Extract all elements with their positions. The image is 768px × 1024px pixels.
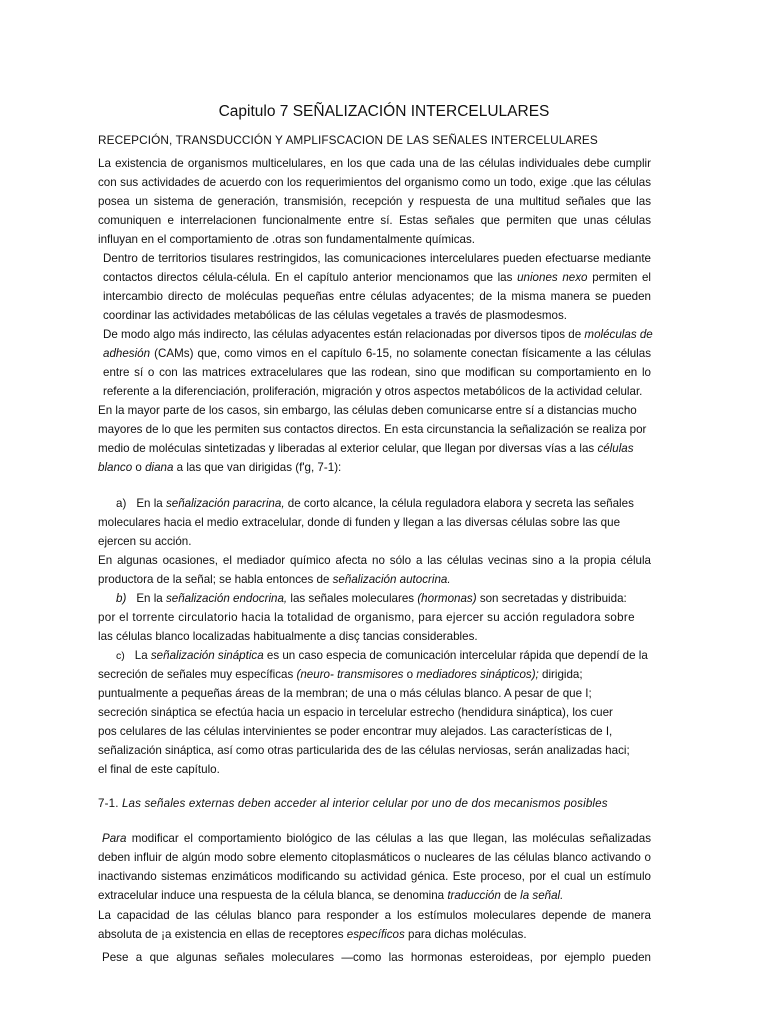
text-line: con sus actividades de acuerdo con los requerimientos del organismo como un todo, exige .que las células xyxy=(98,176,651,189)
text-line xyxy=(103,344,651,363)
text-line: posea un sistema de generación, transmisión, recepción y respuesta de una multitud señales que las xyxy=(98,195,651,208)
text-line: coordinar las actividades metabólicas de las células vegetales a través de plasmodesmos. xyxy=(103,309,567,322)
text-line xyxy=(98,439,634,458)
text-line: el final de este capítulo. xyxy=(98,763,220,776)
text-run: para dichas moléculas. xyxy=(404,928,527,941)
paragraph-adhesion xyxy=(103,325,651,401)
text-line xyxy=(98,570,651,589)
text-run: o xyxy=(403,668,417,681)
text-line: Dentro de territorios tisulares restringidos, las comunicaciones intercelulares pueden efectuarse mediante xyxy=(103,252,651,265)
text-line xyxy=(98,589,628,608)
text-line xyxy=(98,646,651,665)
list-item-endocrine xyxy=(98,589,635,646)
text-line: En la mayor parte de los casos, sin embargo, las células deben comunicarse entre sí a distancias mucho xyxy=(98,404,637,417)
emphasis-term: (hormonas) xyxy=(417,592,477,605)
list-marker: c) xyxy=(116,650,125,662)
emphasis-term: uniones nexo xyxy=(517,271,588,284)
text-run: modificar el comportamiento biológico de las células a las que llegan, las moléculas señalizadas xyxy=(126,832,651,845)
text-run: de corto alcance, la célula reguladora elabora y secreta las señales xyxy=(284,497,634,510)
emphasis-term: señalización autocrina. xyxy=(332,573,451,586)
text-line: referente a la diferenciación, proliferación, migración y otros aspectos metabólicos de la actividad celular. xyxy=(103,385,643,398)
text-line: La capacidad de las células blanco para responder a los estímulos moleculares depende de manera xyxy=(98,909,651,922)
text-line: En algunas ocasiones, el mediador químico afecta no sólo a las células vecinas sino a la propia célula xyxy=(98,554,651,567)
text-line: influyan en el comportamiento de .otras son fundamentalmente químicas. xyxy=(98,233,476,246)
chapter-title: Capitulo 7 SEÑALIZACIÓN INTERCELULARES xyxy=(218,103,550,120)
text-line xyxy=(98,829,651,848)
text-line xyxy=(98,886,651,905)
text-line: entre sí o con las matrices extracelulares que las rodean, sino que modifican su comportamiento en lo xyxy=(103,366,651,379)
list-marker: b) xyxy=(116,592,127,605)
text-line: deben influir de algún modo sobre elemento citoplasmáticos o nucleares de las células blanco activando o xyxy=(98,851,651,864)
text-run: absoluta de ¡a existencia en ellas de receptores xyxy=(98,928,347,941)
text-run: La xyxy=(134,649,151,662)
text-run: (CAMs) que, como vimos en el capítulo 6-15, no solamente conectan físicamente a las células xyxy=(150,347,651,360)
paragraph-contact xyxy=(103,249,651,325)
text-run: productora de la señal; se habla entonces de xyxy=(98,573,333,586)
text-line: comuniquen e interrelacionen funcionalmente entre sí. Estas señales que permiten que unas células xyxy=(98,214,651,227)
text-line: ejercen su acción. xyxy=(98,535,192,548)
emphasis-term: señalización endocrina, xyxy=(165,592,288,605)
text-run: contactos directos célula-célula. En el capítulo anterior mencionamos que las xyxy=(103,271,518,284)
text-line: Pese a que algunas señales moleculares —como las hormonas esteroideas, por ejemplo pueden xyxy=(102,951,651,964)
emphasis-term: traducción xyxy=(447,889,501,902)
emphasis-term: adhesión xyxy=(103,347,151,360)
text-line xyxy=(103,268,651,287)
emphasis-term: Para xyxy=(102,832,127,845)
text-run: o xyxy=(132,461,146,474)
paragraph-distance xyxy=(98,401,647,477)
section-number: 7-1. xyxy=(98,797,119,810)
emphasis-term: específicos xyxy=(346,928,405,941)
text-line: moleculares hacia el medio extracelular, donde di funden y llegan a las diversas células sobre las que xyxy=(98,516,621,529)
text-line: las células blanco localizadas habitualmente a disç tancias considerables. xyxy=(98,630,478,643)
text-line: inactivando sistemas enzimáticos modificando su actividad génica. Este proceso, por el cual un estímulo xyxy=(98,870,651,883)
paragraph-transduction xyxy=(98,829,651,905)
text-run: medio de moléculas sintetizadas y liberadas al exterior celular, que llegan por diversas vías a las xyxy=(98,442,598,455)
text-line: por el torrente circulatorio hacia la totalidad de organismo, para ejercer su acción reguladora sobre xyxy=(98,611,635,624)
text-run: de xyxy=(500,889,521,902)
text-run: extracelular induce una respuesta de la célula blanca, se denomina xyxy=(98,889,448,902)
list-item-paracrine xyxy=(98,494,634,551)
emphasis-term: mediadores sinápticos); xyxy=(416,668,539,681)
paragraph-autocrine xyxy=(98,551,651,589)
emphasis-term: células xyxy=(597,442,634,455)
text-run: En la xyxy=(136,497,166,510)
section-title: Las señales externas deben acceder al interior celular por uno de dos mecanismos posibles xyxy=(121,797,608,810)
emphasis-term: la señal. xyxy=(520,889,564,902)
emphasis-term: moléculas de xyxy=(584,328,653,341)
text-line: pos celulares de las células intervinientes se poder encontrar muy alejados. Las características de I, xyxy=(98,725,613,738)
section-heading: RECEPCIÓN, TRANSDUCCIÓN Y AMPLIFSCACION DE LAS SEÑALES INTERCELULARES xyxy=(98,133,598,147)
text-run: permiten el xyxy=(587,271,651,284)
text-line xyxy=(98,458,628,477)
emphasis-term: señalización sináptica xyxy=(150,649,264,662)
text-run: son secretadas y distribuida: xyxy=(476,592,627,605)
text-line xyxy=(98,925,651,944)
text-line: intercambio directo de moléculas pequeñas entre células adyacentes; de la misma manera se pueden xyxy=(103,290,651,303)
text-line: puntualmente a pequeñas áreas de la membran; de una o más células blanco. A pesar de que I; xyxy=(98,687,592,700)
text-run: es un caso especia de comunicación intercelular rápida que dependí de la xyxy=(263,649,648,662)
emphasis-term: blanco xyxy=(98,461,133,474)
paragraph-steroid xyxy=(98,948,651,967)
text-run: las señales moleculares xyxy=(287,592,418,605)
text-line xyxy=(98,665,651,684)
text-run: secreción de señales muy específicas xyxy=(98,668,297,681)
text-line xyxy=(98,794,651,813)
emphasis-term: señalización paracrina, xyxy=(165,497,285,510)
section-7-1-heading xyxy=(98,794,651,813)
list-item-synaptic xyxy=(98,646,651,779)
text-line xyxy=(103,325,651,344)
emphasis-term: diana xyxy=(145,461,174,474)
text-run: a las que van dirigidas (f'g, 7-1): xyxy=(173,461,342,474)
text-run: dirigida; xyxy=(538,668,583,681)
paragraph-receptors xyxy=(98,906,651,944)
list-marker: a) xyxy=(116,497,127,510)
emphasis-term: (neuro- transmisores xyxy=(296,668,404,681)
text-line: señalización sináptica, así como otras particularida des de las células nerviosas, serán analizadas haci; xyxy=(98,744,630,757)
text-line: La existencia de organismos multicelulares, en los que cada una de las células individuales debe cumplir xyxy=(98,157,651,170)
text-line: mayores de lo que les permiten sus contactos directos. En esta circunstancia la señalización se realiza por xyxy=(98,423,647,436)
text-line xyxy=(98,494,634,513)
paragraph-intro xyxy=(98,154,651,249)
text-run: De modo algo más indirecto, las células adyacentes están relacionadas por diversos tipos de xyxy=(103,328,585,341)
text-line: secreción sináptica se efectúa hacia un espacio in tercelular estrecho (hendidura sináptica), los cuer xyxy=(98,706,613,719)
text-run: En la xyxy=(136,592,166,605)
